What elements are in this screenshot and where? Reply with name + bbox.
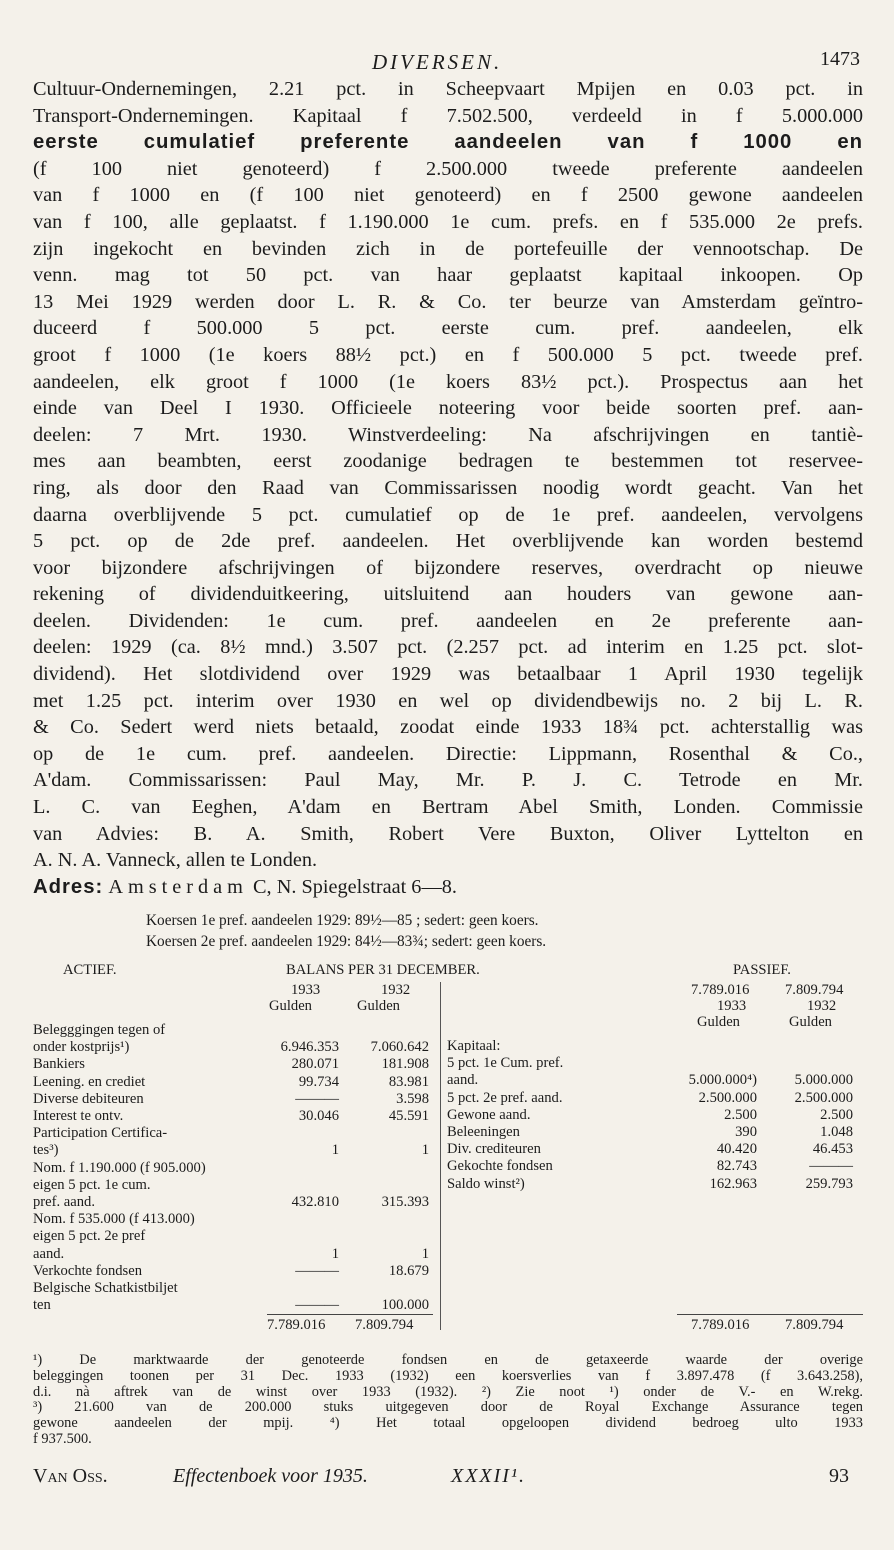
column-divider: [440, 982, 441, 1330]
balance-row-label: Participation Certifica-: [33, 1125, 168, 1142]
balance-row-label: tes³): [33, 1142, 59, 1159]
footer-page-number: 93: [829, 1465, 849, 1487]
actief-label: ACTIEF.: [63, 962, 117, 978]
balance-value-1933: 280.071: [291, 1056, 339, 1073]
balance-value-1933: 99.734: [298, 1073, 339, 1090]
balance-value-1932: 1: [421, 1245, 429, 1262]
text-line: duceerd f 500.000 5 pct. eerste cum. pref. aandeelen, elk: [33, 317, 863, 340]
balance-row-label: Verkochte fondsen: [33, 1262, 143, 1279]
footnote-line: beleggingen toonen per 31 Dec. 1933 (1932) een koersverlies van f 3.897.478 (f 3.643.258),: [33, 1368, 863, 1384]
footnote-line: gewone aandeelen der mpij. ⁴) Het totaal opgeloopen dividend bedroeg ulto 1933: [33, 1416, 863, 1432]
text-line: 5 pct. op de 2de pref. aandeelen. Het overblijvende kan worden bestemd: [33, 530, 863, 553]
balance-value-1933: 30.046: [298, 1108, 339, 1124]
volume: XXXII¹.: [451, 1465, 526, 1487]
address-city: Amsterdam: [108, 875, 248, 898]
unit-header: Gulden: [697, 1014, 740, 1030]
text-line: & Co. Sedert werd niets betaald, zoodat einde 1933 18¾ pct. achterstallig was: [33, 716, 863, 739]
balance-row-label: Belegggingen tegen of: [33, 1022, 166, 1038]
publisher: Van Oss.: [33, 1465, 108, 1487]
balance-value-1932: 45.591: [388, 1108, 429, 1124]
text-line: voor bijzondere afschrijvingen of bijzondere reserves, overdracht op nieuwe: [33, 556, 863, 579]
balance-row-label: aand.: [33, 1245, 65, 1262]
text-line: aandeelen, elk groot f 1000 (1e koers 83½ pct.). Prospectus aan het: [33, 370, 863, 393]
total-value: 7.809.794: [355, 1317, 414, 1333]
text-line: groot f 1000 (1e koers 88½ pct.) en f 500.000 5 pct. tweede pref.: [33, 343, 863, 366]
unit-header: Gulden: [357, 998, 400, 1014]
section-title: DIVERSEN.: [372, 50, 503, 74]
balance-value-1932: 181.908: [381, 1056, 429, 1073]
balance-row-label: Nom. f 1.190.000 (f 905.000): [33, 1159, 206, 1176]
balance-value-1933: ———: [295, 1090, 339, 1107]
balance-row-label: Kapitaal:: [447, 1038, 501, 1054]
text-line: van f 1000 en (f 100 niet genoteerd) en f 2500 gewone aandeelen: [33, 184, 863, 207]
balance-value-1933: ———: [295, 1262, 339, 1279]
text-line: dividend). Het slotdividend over 1929 was betaalbaar 1 April 1930 tegelijk: [33, 663, 863, 686]
balance-row-label: Nom. f 535.000 (f 413.000): [33, 1211, 195, 1228]
text-line: rekening of dividenduitkeering, uitsluitend aan houders van gewone aan-: [33, 583, 863, 606]
unit-header: Gulden: [269, 998, 312, 1014]
balance-value-1932: 3.598: [396, 1090, 429, 1107]
quotes: [146, 910, 546, 952]
text-line: van f 100, alle geplaatst. f 1.190.000 1e cum. prefs. en f 535.000 2e prefs.: [33, 210, 863, 233]
balance-row-label: Gewone aand.: [447, 1106, 531, 1123]
text-line: L. C. van Eeghen, A'dam en Bertram Abel Smith, Londen. Commissie: [33, 796, 863, 819]
year-header: 1932: [807, 998, 837, 1014]
text-line: op de 1e cum. pref. aandeelen. Directie: Lippmann, Rosenthal & Co.,: [33, 742, 863, 765]
passief-column: [447, 962, 863, 1352]
balance-row-label: pref. aand.: [33, 1194, 95, 1210]
company-description: [33, 76, 863, 900]
quote-line: Koersen 1e pref. aandeelen 1929: 89½—85 ; sedert: geen koers.: [146, 912, 539, 929]
text-line: ring, als door den Raad van Commissarissen noodig wordt geacht. Van het: [33, 476, 863, 499]
total-value: 7.789.016: [267, 1317, 326, 1333]
balance-value-1932: 5.000.000: [794, 1072, 853, 1089]
text-line: venn. mag tot 50 pct. van haar geplaatst kapitaal inkoopen. Op: [33, 264, 863, 287]
balance-value-1933: 1: [331, 1245, 339, 1262]
balance-value-1933: 432.810: [291, 1194, 339, 1210]
text-line: deelen: 1929 (ca. 8½ mnd.) 3.507 pct. (2.257 pct. ad interim en 1.25 pct. slot-: [33, 636, 863, 659]
balance-row-label: Saldo winst²): [447, 1175, 525, 1192]
balance-row-label: ten: [33, 1297, 51, 1314]
total-value: 7.809.794: [785, 1317, 844, 1333]
balance-row-label: Leening. en crediet: [33, 1073, 146, 1090]
balance-row-label: Interest te ontv.: [33, 1108, 124, 1124]
text-line: Transport-Ondernemingen. Kapitaal f 7.502.500, verdeeld in f 5.000.000: [33, 104, 863, 127]
balance-value-1933: 162.963: [709, 1175, 757, 1192]
balance-row-label: aand.: [447, 1072, 479, 1089]
balance-row-label: Beleeningen: [447, 1124, 520, 1140]
balance-value-1932: 2.500.000: [794, 1089, 853, 1106]
balance-value-1932: 1: [421, 1142, 429, 1159]
balance-row-label: Bankiers: [33, 1056, 85, 1073]
footnote-line: f 937.500.: [33, 1431, 92, 1447]
year-header: 1933: [717, 998, 747, 1014]
balance-value-1932: 18.679: [388, 1262, 429, 1279]
balance-row-label: eigen 5 pct. 1e cum.: [33, 1176, 151, 1193]
balance-value-1933: 82.743: [716, 1158, 757, 1175]
total-rule: [677, 1314, 863, 1315]
actief-column: [33, 962, 437, 1352]
text-line: A. N. A. Vanneck, allen te Londen.: [33, 849, 318, 872]
text-line: A'dam. Commissarissen: Paul May, Mr. P. J. C. Tetrode en Mr.: [33, 769, 863, 792]
balance-row-label: Diverse debiteuren: [33, 1090, 144, 1107]
balance-row-label: eigen 5 pct. 2e pref: [33, 1228, 146, 1245]
text-line: einde van Deel I 1930. Officieele noteering voor beide soorten pref. aan-: [33, 397, 863, 420]
balance-value-1932: 83.981: [388, 1073, 429, 1090]
carry-value: 7.809.794: [785, 982, 844, 998]
footnotes: [33, 1353, 863, 1448]
footnote-line: ¹) De marktwaarde der genoteerde fondsen en de getaxeerde waarde der overige: [33, 1353, 863, 1368]
balance-value-1932: 46.453: [812, 1141, 853, 1158]
footnote-line: d.i. nà aftrek van de winst over 1933 (1932). ²) Zie noot ¹) onder de V.- en W.rekg.: [33, 1384, 863, 1400]
book-title: Effectenboek voor 1935.: [173, 1465, 368, 1487]
balance-row-label: Div. crediteuren: [447, 1141, 541, 1158]
balance-value-1932: 315.393: [381, 1194, 429, 1210]
footnote-line: ³) 21.600 van de 200.000 stuks uitgegeven door de Royal Exchange Assurance tegen: [33, 1400, 863, 1416]
balance-value-1932: ———: [809, 1158, 853, 1175]
year-header: 1932: [381, 982, 411, 998]
text-line: met 1.25 pct. interim over 1930 en wel op dividendbewijs no. 2 bij L. R.: [33, 689, 863, 712]
balance-value-1932: 1.048: [820, 1124, 853, 1140]
text-line: eerste cumulatief preferente aandeelen van f 1000 en: [33, 131, 863, 154]
text-line: (f 100 niet genoteerd) f 2.500.000 tweede preferente aandeelen: [33, 157, 863, 180]
year-header: 1933: [291, 982, 321, 998]
address-street: C, N. Spiegelstraat 6—8.: [253, 875, 457, 898]
balance-value-1933: 5.000.000⁴): [688, 1072, 757, 1089]
balance-sheet: [33, 962, 863, 1352]
balance-value-1932: 2.500: [820, 1106, 853, 1123]
balance-row-label: onder kostprijs¹): [33, 1039, 130, 1056]
balance-value-1933: ———: [295, 1297, 339, 1314]
total-rule: [267, 1314, 433, 1315]
page-number: 1473: [820, 48, 860, 70]
text-line: deelen. Dividenden: 1e cum. pref. aandeelen en 2e preferente aan-: [33, 609, 863, 632]
text-line: zijn ingekocht en bevinden zich in de portefeuille der vennootschap. De: [33, 237, 863, 260]
balance-value-1933: 2.500: [724, 1106, 757, 1123]
balance-value-1933: 1: [331, 1142, 339, 1159]
address-label: Adres:: [33, 875, 104, 898]
balance-row-label: 5 pct. 1e Cum. pref.: [447, 1055, 564, 1072]
unit-header: Gulden: [789, 1014, 832, 1030]
balance-row-label: Belgische Schatkistbiljet: [33, 1280, 178, 1296]
carry-value: 7.789.016: [691, 982, 750, 998]
text-line: Cultuur-Ondernemingen, 2.21 pct. in Scheepvaart Mpijen en 0.03 pct. in: [33, 78, 863, 100]
balance-value-1932: 7.060.642: [370, 1039, 429, 1056]
text-line: mes aan beambten, eerst zoodanige bedragen te bestemmen tot reservee-: [33, 450, 863, 473]
balance-value-1933: 40.420: [716, 1141, 757, 1158]
text-line: van Advies: B. A. Smith, Robert Vere Buxton, Oliver Lyttelton en: [33, 822, 863, 845]
quote-line: Koersen 2e pref. aandeelen 1929: 84½—83¾; sedert: geen koers.: [146, 933, 547, 950]
text-line: 13 Mei 1929 werden door L. R. & Co. ter beurze van Amsterdam geïntro-: [33, 290, 863, 313]
balance-value-1932: 100.000: [381, 1297, 429, 1314]
balance-row-label: 5 pct. 2e pref. aand.: [447, 1089, 563, 1106]
balance-title: BALANS PER 31 DECEMBER.: [286, 962, 480, 978]
page-footer: [33, 1465, 863, 1495]
page-header: [0, 44, 894, 78]
balance-value-1933: 2.500.000: [698, 1089, 757, 1106]
balance-row-label: Gekochte fondsen: [447, 1158, 553, 1175]
balance-value-1933: 6.946.353: [280, 1039, 339, 1056]
text-line: daarna overblijvende 5 pct. cumulatief op de 1e pref. aandeelen, vervolgens: [33, 503, 863, 526]
text-line: deelen: 7 Mrt. 1930. Winstverdeeling: Na afschrijvingen en tantiè-: [33, 423, 863, 446]
balance-value-1932: 259.793: [805, 1175, 853, 1192]
passief-label: PASSIEF.: [733, 962, 791, 978]
balance-value-1933: 390: [735, 1124, 757, 1140]
total-value: 7.789.016: [691, 1317, 750, 1333]
address-line: [33, 874, 863, 901]
